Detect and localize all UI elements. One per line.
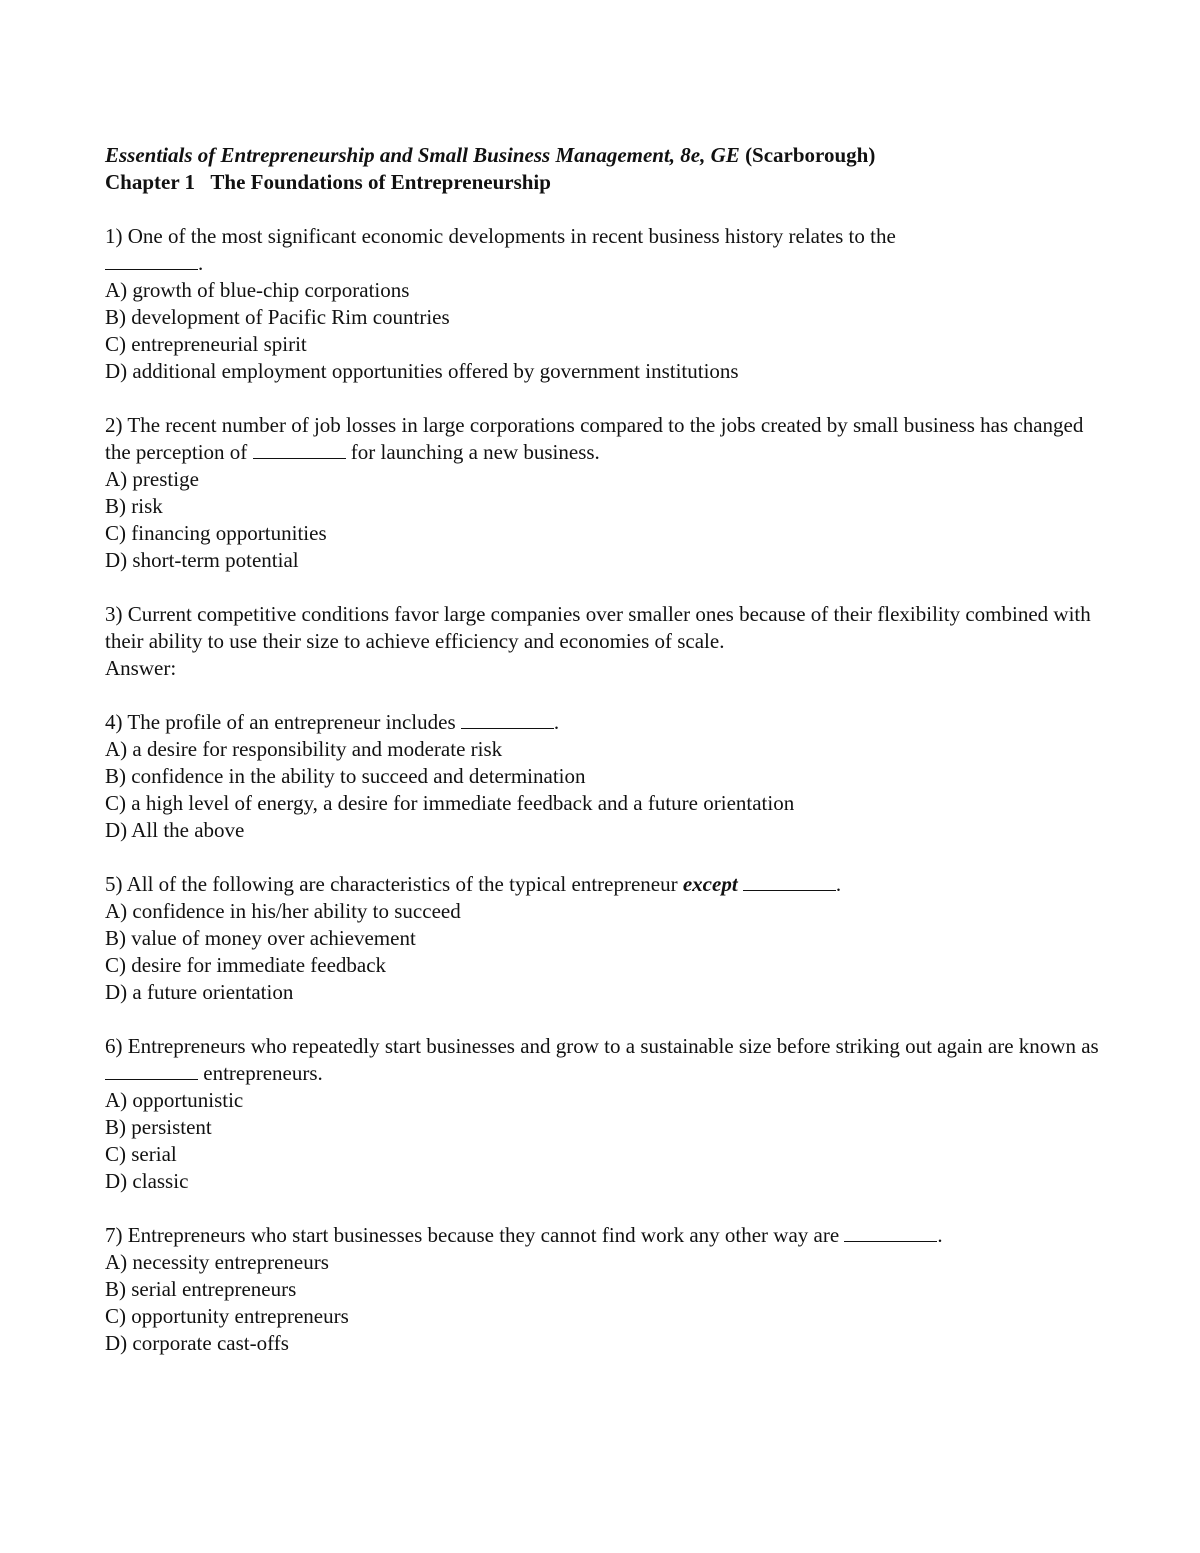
answer-option: A) a desire for responsibility and moderate risk — [105, 737, 503, 761]
answer-option: B) persistent — [105, 1115, 212, 1139]
answer-option: D) additional employment opportunities offered by government institutions — [105, 359, 739, 383]
answer-option: B) confidence in the ability to succeed and determination — [105, 764, 586, 788]
answer-option: C) serial — [105, 1142, 177, 1166]
answer-blank — [844, 1223, 937, 1242]
answer-option: A) necessity entrepreneurs — [105, 1250, 329, 1274]
answer-option: A) growth of blue-chip corporations — [105, 278, 410, 302]
answer-blank — [105, 1061, 198, 1080]
answer-option: B) value of money over achievement — [105, 926, 416, 950]
book-title: Essentials of Entrepreneurship and Small Business Management, 8e, GE — [105, 143, 740, 167]
answer-option: C) entrepreneurial spirit — [105, 332, 307, 356]
book-author: (Scarborough) — [745, 143, 876, 167]
question-stem: 6) Entrepreneurs who repeatedly start businesses and grow to a sustainable size before striking out again are known as entrepreneurs. — [105, 1034, 1099, 1085]
answer-option: C) a high level of energy, a desire for immediate feedback and a future orientation — [105, 791, 795, 815]
emphasis-except: except — [682, 872, 738, 896]
answer-option: C) desire for immediate feedback — [105, 953, 387, 977]
answer-blank — [253, 440, 346, 459]
question-3 — [105, 601, 1105, 682]
answer-option: D) short-term potential — [105, 548, 299, 572]
question-stem: 4) The profile of an entrepreneur includes . — [105, 710, 560, 734]
chapter-heading: Chapter 1 The Foundations of Entrepreneurship — [105, 170, 551, 194]
answer-option: C) opportunity entrepreneurs — [105, 1304, 349, 1328]
answer-option: A) opportunistic — [105, 1088, 244, 1112]
question-stem: 7) Entrepreneurs who start businesses because they cannot find work any other way are . — [105, 1223, 943, 1247]
question-5 — [105, 871, 1105, 1006]
answer-option: D) corporate cast-offs — [105, 1331, 289, 1355]
answer-blank — [105, 251, 198, 270]
question-7 — [105, 1222, 1105, 1357]
answer-option: B) serial entrepreneurs — [105, 1277, 297, 1301]
answer-option: A) confidence in his/her ability to succeed — [105, 899, 461, 923]
answer-option: D) All the above — [105, 818, 245, 842]
answer-option: C) financing opportunities — [105, 521, 327, 545]
answer-blank — [461, 710, 554, 729]
answer-option: B) development of Pacific Rim countries — [105, 305, 450, 329]
document-page — [105, 142, 1105, 1384]
book-title-line — [105, 142, 1105, 169]
question-stem: 5) All of the following are characteristics of the typical entrepreneur except . — [105, 872, 842, 896]
question-stem: 2) The recent number of job losses in large corporations compared to the jobs created by small business has changed the perception of for launching a new business. — [105, 413, 1084, 464]
question-2 — [105, 412, 1105, 574]
question-stem: 3) Current competitive conditions favor large companies over smaller ones because of their flexibility combined with their ability to use their size to achieve efficiency and economies of scale. — [105, 602, 1091, 653]
question-4 — [105, 709, 1105, 844]
answer-option: A) prestige — [105, 467, 199, 491]
answer-blank — [743, 872, 836, 891]
answer-option: D) classic — [105, 1169, 189, 1193]
answer-option: B) risk — [105, 494, 163, 518]
answer-label: Answer: — [105, 656, 177, 680]
answer-option: D) a future orientation — [105, 980, 294, 1004]
question-stem: 1) One of the most significant economic developments in recent business history relates to the . — [105, 224, 896, 275]
question-6 — [105, 1033, 1105, 1195]
question-1 — [105, 223, 1105, 385]
